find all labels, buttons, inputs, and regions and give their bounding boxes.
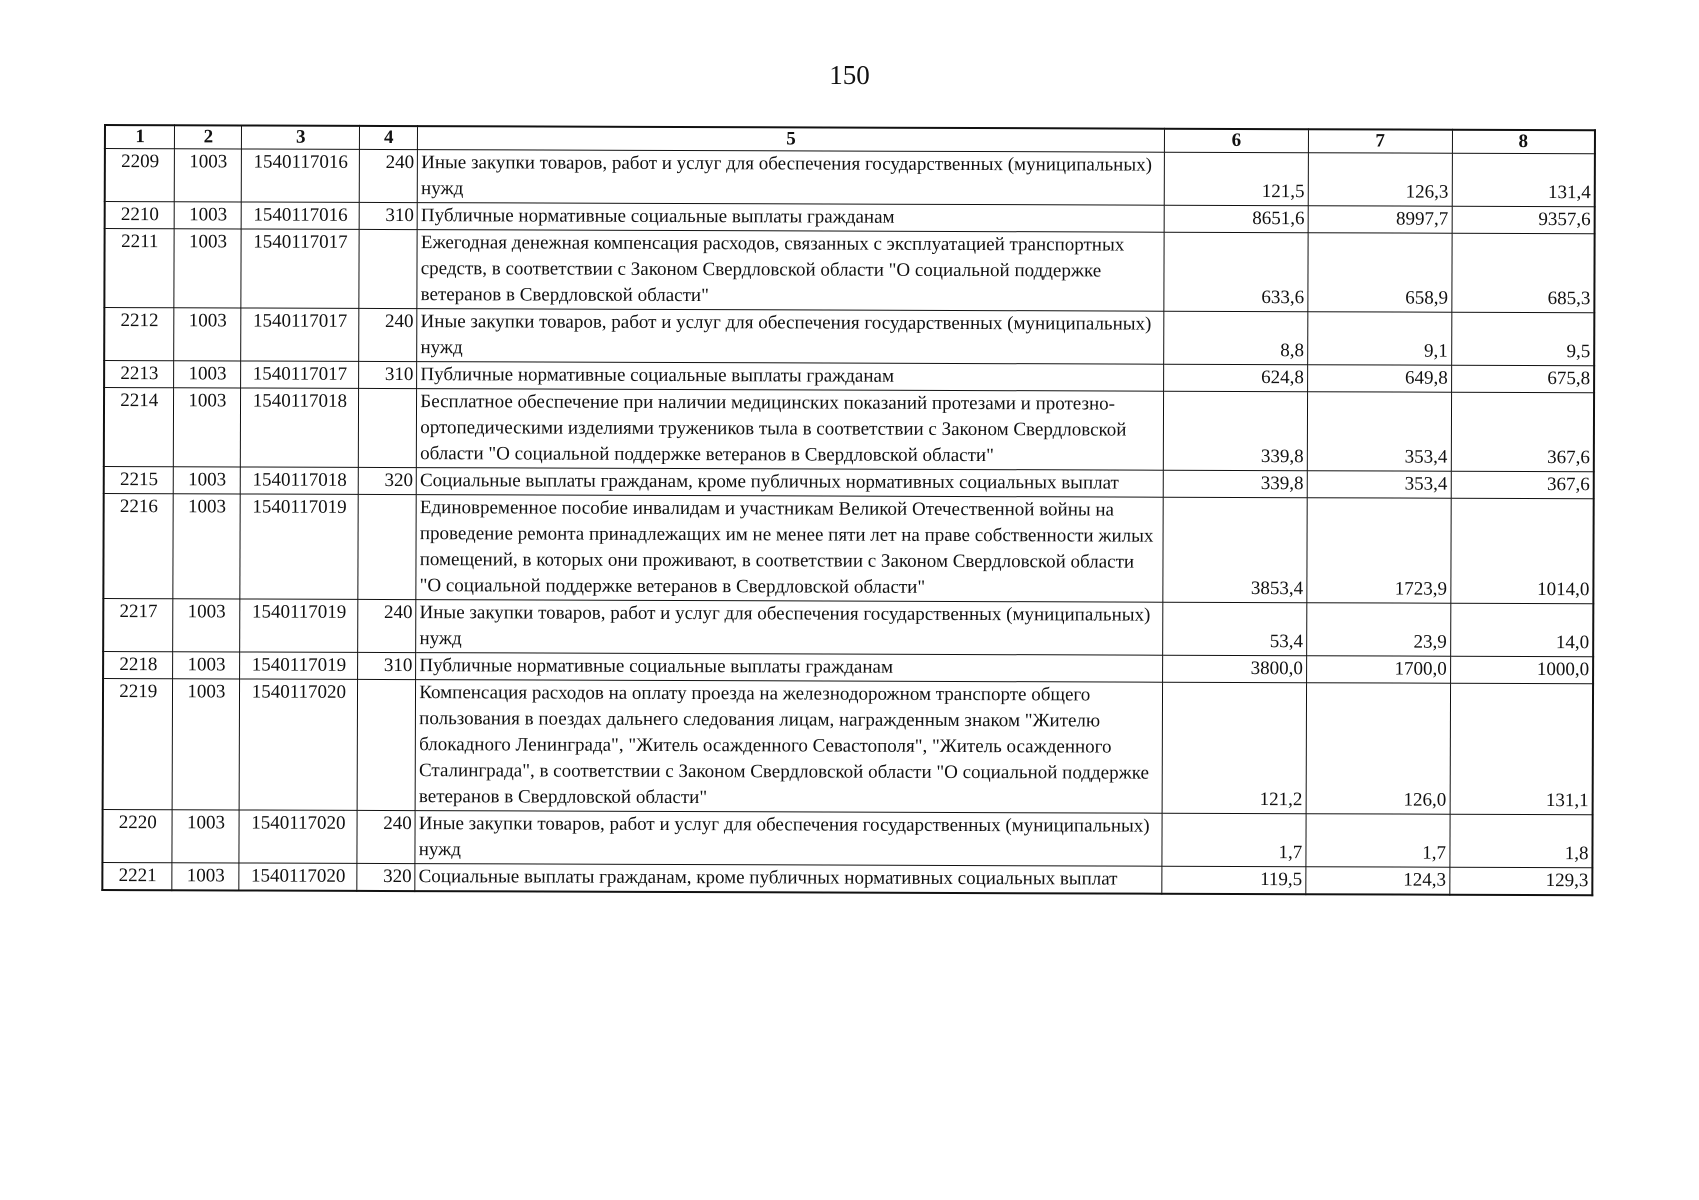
header-cell-5: 5 (418, 126, 1165, 152)
description-cell: Иные закупки товаров, работ и услуг для обеспечения государственных (муниципальных) нужд (415, 811, 1162, 867)
row-number-cell: 2217 (103, 599, 173, 652)
description-cell: Иные закупки товаров, работ и услуг для обеспечения государственных (муниципальных) нужд (417, 309, 1164, 365)
description-cell: Публичные нормативные социальные выплаты гражданам (416, 653, 1163, 683)
table-row (103, 494, 1593, 604)
header-cell-8: 8 (1452, 130, 1595, 154)
section-code-cell: 1003 (173, 494, 240, 599)
expense-type-cell: 240 (358, 599, 416, 652)
value-col8-cell: 14,0 (1450, 603, 1593, 656)
section-code-cell: 1003 (174, 388, 241, 467)
value-col6-cell: 121,5 (1164, 152, 1308, 206)
table-row (104, 229, 1594, 313)
value-col8-cell: 129,3 (1449, 867, 1592, 895)
value-col7-cell: 353,4 (1307, 392, 1451, 472)
value-col8-cell: 1,8 (1450, 814, 1593, 867)
target-article-cell: 1540117017 (241, 308, 359, 361)
value-col6-cell: 3853,4 (1163, 497, 1307, 603)
target-article-cell: 1540117017 (241, 229, 359, 308)
table-row (103, 599, 1593, 657)
expense-type-cell: 320 (359, 467, 417, 494)
expense-type-cell: 320 (357, 863, 415, 891)
value-col8-cell: 367,6 (1451, 392, 1594, 471)
row-number-cell: 2209 (105, 149, 175, 202)
description-cell: Компенсация расходов на оплату проезда на железнодорожном транспорте общего пользования в поездах дальнего следования лицам, награжденным знаком "Жителю блокадного Ленинграда", "Житель осажденного Севастополя", "Житель осажденного Сталинграда", в соответствии с Законом Свердловской области "О социальной поддержке ветеранов в Свердловской области" (415, 680, 1162, 814)
value-col7-cell: 353,4 (1307, 471, 1451, 499)
value-col6-cell: 119,5 (1162, 866, 1306, 894)
header-cell-7: 7 (1308, 129, 1452, 153)
row-number-cell: 2220 (102, 809, 172, 862)
row-number-cell: 2219 (103, 679, 173, 810)
value-col7-cell: 649,8 (1307, 365, 1451, 393)
table-row (102, 809, 1592, 867)
target-article-cell: 1540117020 (239, 863, 357, 891)
expense-type-cell: 240 (357, 810, 415, 863)
row-number-cell: 2210 (105, 202, 175, 229)
table-row (102, 862, 1592, 895)
section-code-cell: 1003 (174, 361, 241, 388)
row-number-cell: 2215 (104, 467, 174, 494)
value-col7-cell: 9,1 (1307, 312, 1451, 366)
value-col7-cell: 126,3 (1308, 153, 1452, 207)
section-code-cell: 1003 (172, 810, 239, 863)
description-cell: Социальные выплаты гражданам, кроме публичных нормативных социальных выплат (415, 864, 1162, 894)
section-code-cell: 1003 (172, 863, 239, 891)
description-cell: Социальные выплаты гражданам, кроме публичных нормативных социальных выплат (416, 468, 1163, 498)
description-cell: Иные закупки товаров, работ и услуг для обеспечения государственных (муниципальных) нужд (416, 600, 1163, 656)
value-col6-cell: 339,8 (1163, 391, 1307, 471)
table-body (102, 149, 1595, 896)
value-col7-cell: 1,7 (1306, 814, 1450, 868)
section-code-cell: 1003 (175, 202, 242, 229)
value-col6-cell: 8651,6 (1164, 205, 1308, 233)
section-code-cell: 1003 (173, 679, 240, 810)
header-cell-1: 1 (105, 125, 175, 149)
row-number-cell: 2221 (102, 862, 172, 890)
expense-type-cell: 310 (359, 361, 417, 388)
value-col8-cell: 685,3 (1451, 233, 1594, 312)
expense-type-cell (357, 679, 415, 810)
target-article-cell: 1540117018 (241, 467, 359, 494)
value-col7-cell: 8997,7 (1308, 206, 1452, 234)
value-col6-cell: 624,8 (1164, 364, 1308, 392)
value-col6-cell: 121,2 (1162, 682, 1306, 814)
expense-type-cell (359, 388, 417, 467)
budget-table (101, 124, 1596, 896)
description-cell: Публичные нормативные социальные выплаты гражданам (417, 203, 1164, 233)
section-code-cell: 1003 (173, 599, 240, 652)
target-article-cell: 1540117017 (241, 361, 359, 388)
value-col6-cell: 3800,0 (1163, 655, 1307, 683)
section-code-cell: 1003 (174, 308, 241, 361)
value-col8-cell: 675,8 (1451, 365, 1594, 392)
value-col6-cell: 633,6 (1164, 232, 1308, 312)
value-col8-cell: 1014,0 (1450, 498, 1593, 603)
target-article-cell: 1540117019 (240, 494, 358, 599)
value-col8-cell: 9357,6 (1452, 206, 1595, 233)
value-col6-cell: 339,8 (1163, 470, 1307, 498)
description-cell: Единовременное пособие инвалидам и участникам Великой Отечественной войны на проведение ремонта принадлежащих им не менее пяти лет на праве собственности жилых помещений, в которых они проживают, в соответствии с Законом Свердловской области "О социальной поддержке ветеранов в Свердловской области" (416, 495, 1163, 603)
expense-type-cell: 310 (359, 202, 417, 229)
row-number-cell: 2212 (104, 308, 174, 361)
description-cell: Публичные нормативные социальные выплаты гражданам (417, 362, 1164, 392)
target-article-cell: 1540117016 (242, 202, 360, 229)
value-col7-cell: 658,9 (1308, 233, 1452, 313)
expense-type-cell: 240 (360, 149, 418, 202)
header-cell-2: 2 (175, 125, 242, 149)
value-col8-cell: 367,6 (1451, 471, 1594, 498)
value-col6-cell: 1,7 (1162, 813, 1306, 867)
table-row (103, 679, 1593, 815)
value-col7-cell: 1700,0 (1306, 656, 1450, 684)
expense-type-cell (358, 494, 416, 599)
target-article-cell: 1540117019 (240, 652, 358, 679)
value-col6-cell: 8,8 (1164, 311, 1308, 365)
value-col7-cell: 124,3 (1306, 867, 1450, 895)
table-row (104, 388, 1594, 472)
description-cell: Ежегодная денежная компенсация расходов, связанных с эксплуатацией транспортных средств, в соответствии с Законом Свердловской области "О социальной поддержке ветеранов в Свердловской области" (417, 230, 1164, 312)
value-col6-cell: 53,4 (1163, 602, 1307, 656)
header-cell-6: 6 (1164, 129, 1308, 153)
target-article-cell: 1540117018 (241, 388, 359, 467)
header-cell-3: 3 (242, 125, 360, 149)
header-cell-4: 4 (360, 126, 418, 150)
value-col8-cell: 131,4 (1452, 153, 1595, 206)
value-col7-cell: 126,0 (1306, 683, 1450, 815)
section-code-cell: 1003 (175, 149, 242, 202)
section-code-cell: 1003 (174, 229, 241, 308)
section-code-cell: 1003 (174, 467, 241, 494)
expense-type-cell: 240 (359, 308, 417, 361)
target-article-cell: 1540117019 (240, 599, 358, 652)
row-number-cell: 2214 (104, 388, 174, 467)
description-cell: Иные закупки товаров, работ и услуг для обеспечения государственных (муниципальных) нужд (417, 150, 1164, 206)
value-col8-cell: 9,5 (1451, 312, 1594, 365)
table-row (104, 308, 1594, 366)
value-col7-cell: 1723,9 (1307, 498, 1451, 604)
section-code-cell: 1003 (173, 652, 240, 679)
value-col8-cell: 131,1 (1450, 683, 1593, 814)
description-cell: Бесплатное обеспечение при наличии медицинских показаний протезами и протезно-ортопедическими изделиями тружеников тыла в соответствии с Законом Свердловской области "О социальной поддержке ветеранов в Свердловской области" (417, 389, 1164, 471)
expense-type-cell: 310 (358, 652, 416, 679)
target-article-cell: 1540117016 (242, 149, 360, 202)
target-article-cell: 1540117020 (239, 679, 357, 810)
row-number-cell: 2213 (104, 361, 174, 388)
table-row (105, 149, 1595, 207)
value-col7-cell: 23,9 (1306, 603, 1450, 657)
row-number-cell: 2218 (103, 652, 173, 679)
expense-type-cell (359, 229, 417, 308)
target-article-cell: 1540117020 (239, 810, 357, 863)
page-number: 150 (829, 60, 870, 90)
row-number-cell: 2216 (103, 494, 173, 599)
row-number-cell: 2211 (104, 229, 174, 308)
value-col8-cell: 1000,0 (1450, 656, 1593, 683)
